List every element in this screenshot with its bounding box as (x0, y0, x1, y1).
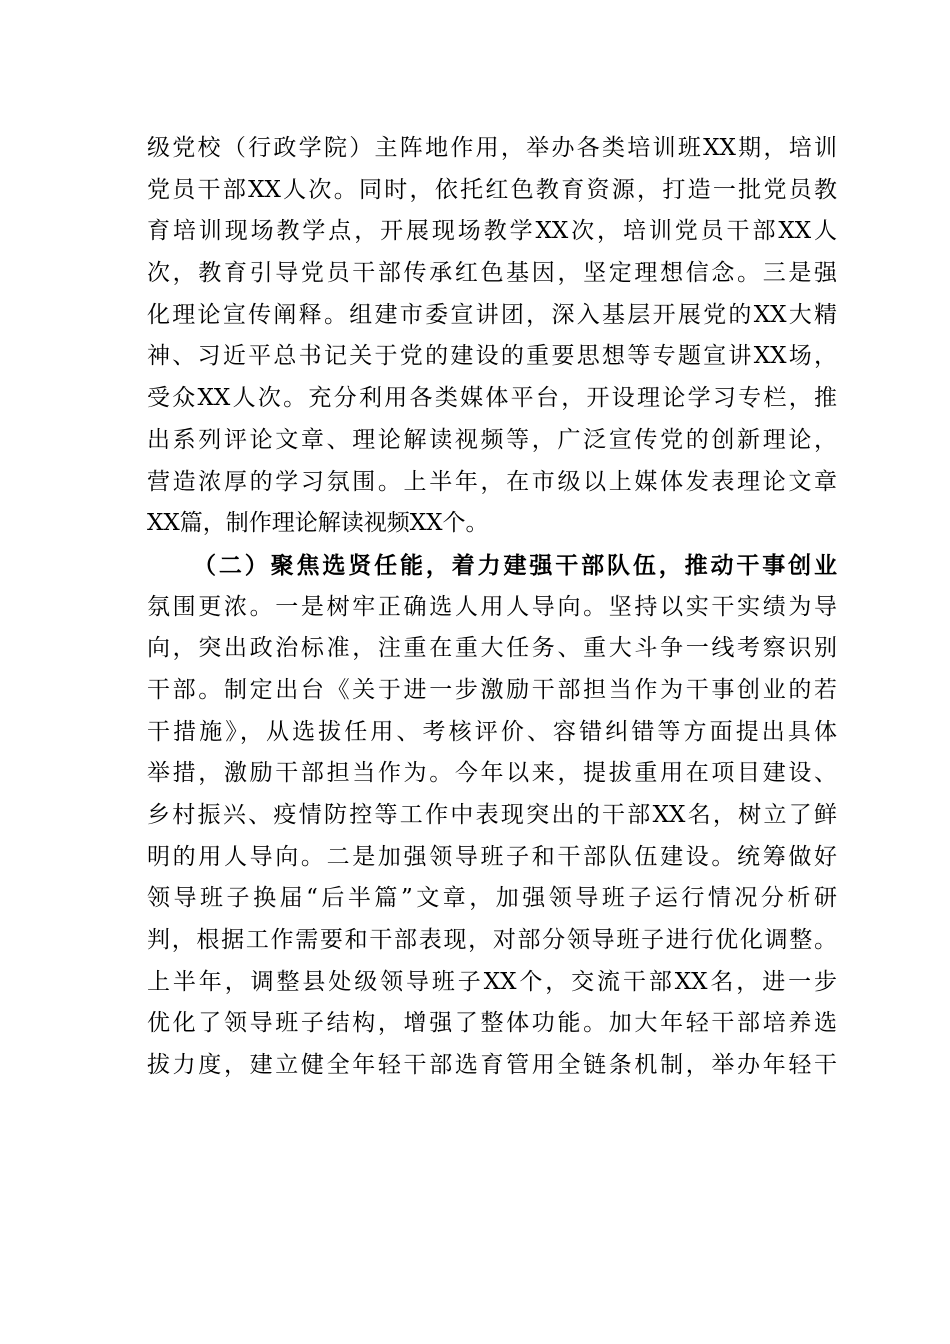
text-line: 举措，激励干部担当作为。今年以来，提拔重用在项目建设、 (147, 760, 837, 787)
text-line: 出系列评论文章、理论解读视频等，广泛宣传党的创新理论， (147, 426, 837, 453)
text-line: 次，教育引导党员干部传承红色基因，坚定理想信念。三是强 (147, 260, 837, 287)
text-line: 明的用人导向。二是加强领导班子和干部队伍建设。统筹做好 (147, 843, 837, 870)
text-line: 干部。制定出台《关于进一步激励干部担当作为干事创业的若 (147, 676, 837, 703)
text-line: 氛围更浓。一是树牢正确选人用人导向。坚持以实干实绩为导 (147, 593, 837, 620)
document-body (147, 128, 837, 1087)
text-line: 受众XX人次。充分利用各类媒体平台，开设理论学习专栏，推 (147, 385, 837, 412)
text-line: 干措施》，从选拔任用、考核评价、容错纠错等方面提出具体 (147, 718, 837, 745)
text-line: 级党校（行政学院）主阵地作用，举办各类培训班XX期，培训 (147, 135, 837, 161)
section-heading: （二）聚焦选贤任能，着力建强干部队伍，推动干事创业 (193, 551, 837, 579)
text-line: 营造浓厚的学习氛围。上半年，在市级以上媒体发表理论文章 (147, 468, 837, 495)
text-line: 上半年，调整县处级领导班子XX个，交流干部XX名，进一步 (147, 968, 837, 995)
text-line: 育培训现场教学点，开展现场教学XX次，培训党员干部XX人 (147, 218, 837, 245)
text-line: 化理论宣传阐释。组建市委宣讲团，深入基层开展党的XX大精 (147, 301, 837, 328)
text-line: 判，根据工作需要和干部表现，对部分领导班子进行优化调整。 (147, 927, 837, 954)
text-line: 领导班子换届“后半篇”文章，加强领导班子运行情况分析研 (147, 885, 837, 912)
text-line-last: XX篇，制作理论解读视频XX个。 (147, 510, 489, 537)
text-line: 乡村振兴、疫情防控等工作中表现突出的干部XX名，树立了鲜 (147, 802, 837, 828)
text-line: 党员干部XX人次。同时，依托红色教育资源，打造一批党员教 (147, 176, 837, 203)
text-line: 优化了领导班子结构，增强了整体功能。加大年轻干部培养选 (147, 1010, 837, 1037)
text-line: 向，突出政治标准，注重在重大任务、重大斗争一线考察识别 (147, 635, 837, 662)
text-line: 神、习近平总书记关于党的建设的重要思想等专题宣讲XX场， (147, 343, 837, 370)
text-line: 拔力度，建立健全年轻干部选育管用全链条机制，举办年轻干 (147, 1052, 837, 1079)
